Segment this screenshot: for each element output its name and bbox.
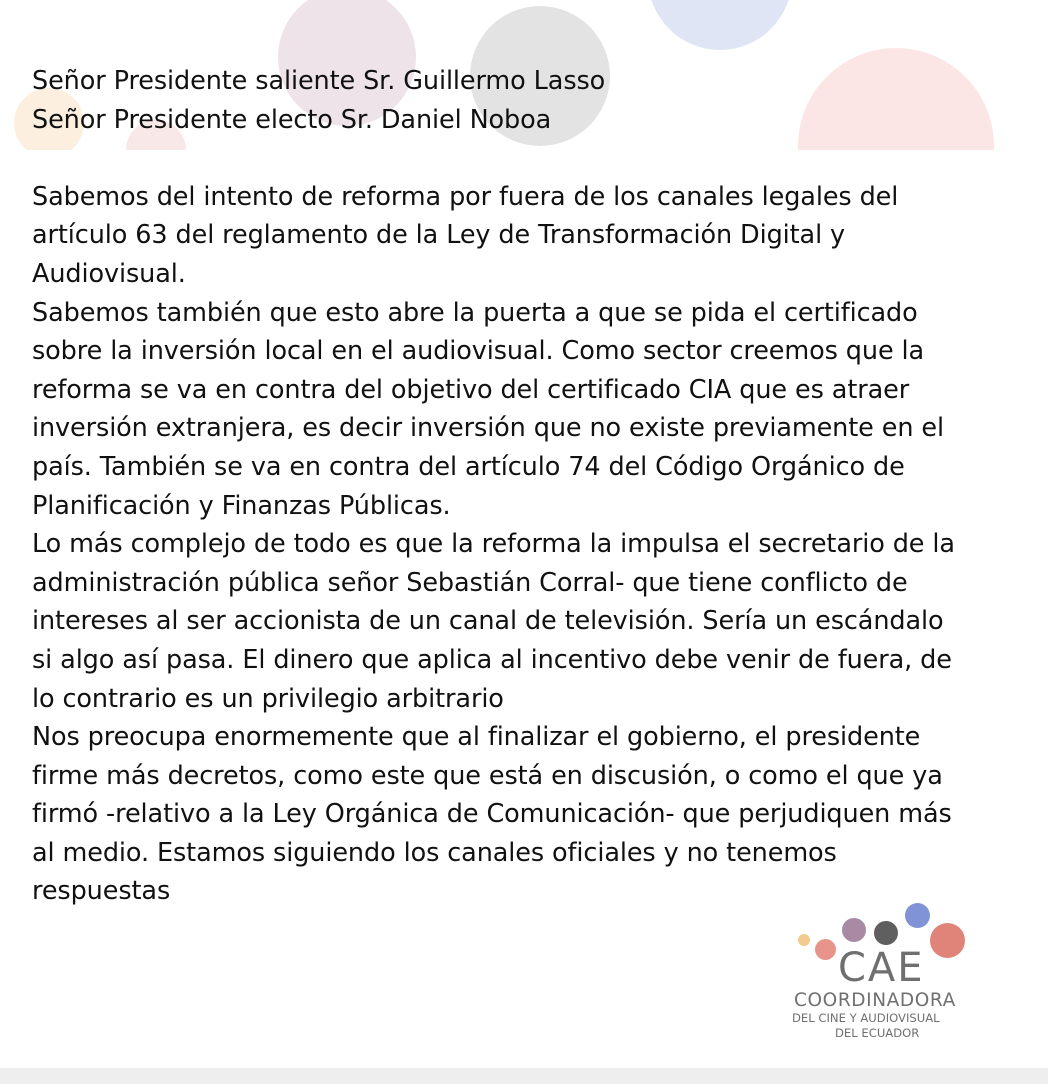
logo-org-name: COORDINADORA	[794, 990, 956, 1011]
body-line: país. También se va en contra del artículo 74 del Código Orgánico de	[32, 451, 905, 482]
logo-dot-blue-icon	[905, 903, 930, 928]
logo-dot-red-icon	[930, 923, 965, 958]
letter	[32, 62, 1022, 911]
body-line: reforma se va en contra del objetivo del certificado CIA que es atraer	[32, 374, 910, 405]
body-line: Nos preocupa enormemente que al finalizar el gobierno, el presidente	[32, 722, 921, 753]
decor-circle-blue	[648, 0, 792, 50]
body-line: Lo más complejo de todo es que la reforma la impulsa el secretario de la	[32, 529, 955, 560]
body-line: intereses al ser accionista de un canal de televisión. Sería un escándalo	[32, 606, 944, 637]
body-line: Sabemos del intento de reforma por fuera de los canales legales del	[32, 181, 899, 212]
logo-org-country: DEL ECUADOR	[835, 1026, 920, 1040]
logo-org-subtitle: DEL CINE Y AUDIOVISUAL	[792, 1011, 940, 1025]
body-line: sobre la inversión local en el audiovisual. Como sector creemos que la	[32, 336, 925, 367]
body-line: artículo 63 del reglamento de la Ley de Transformación Digital y	[32, 220, 846, 251]
logo-dot-coral-icon	[815, 939, 836, 960]
body-line: Audiovisual.	[32, 258, 186, 289]
body-line: si algo así pasa. El dinero que aplica al incentivo debe venir de fuera, de	[32, 644, 952, 675]
body-line: Sabemos también que esto abre la puerta a que se pida el certificado	[32, 297, 918, 328]
cae-logo	[788, 900, 988, 1050]
body-line: firme más decretos, como este que está en discusión, o como el que ya	[32, 760, 943, 791]
body-line: Planificación y Finanzas Públicas.	[32, 490, 451, 521]
logo-abbreviation: CAE	[838, 945, 925, 991]
body-line: firmó -relativo a la Ley Orgánica de Comunicación- que perjudiquen más	[32, 799, 952, 830]
salutation-outgoing-president: Señor Presidente saliente Sr. Guillermo Lasso	[32, 66, 606, 96]
paragraph-spacer	[32, 139, 1022, 178]
logo-dot-yellow-icon	[798, 934, 810, 946]
body-line: administración pública señor Sebastián Corral- que tiene conflicto de	[32, 567, 908, 598]
logo-dot-mauve-icon	[842, 918, 866, 942]
salutation-elected-president: Señor Presidente electo Sr. Daniel Noboa	[32, 104, 552, 135]
body-line: lo contrario es un privilegio arbitrario	[32, 683, 504, 714]
logo-dot-gray-icon	[874, 921, 898, 945]
body-line: inversión extranjera, es decir inversión que no existe previamente en el	[32, 413, 944, 444]
body-line: respuestas	[32, 876, 171, 907]
body-line: al medio. Estamos siguiendo los canales oficiales y no tenemos	[32, 837, 837, 868]
bottom-band	[0, 1068, 1048, 1084]
